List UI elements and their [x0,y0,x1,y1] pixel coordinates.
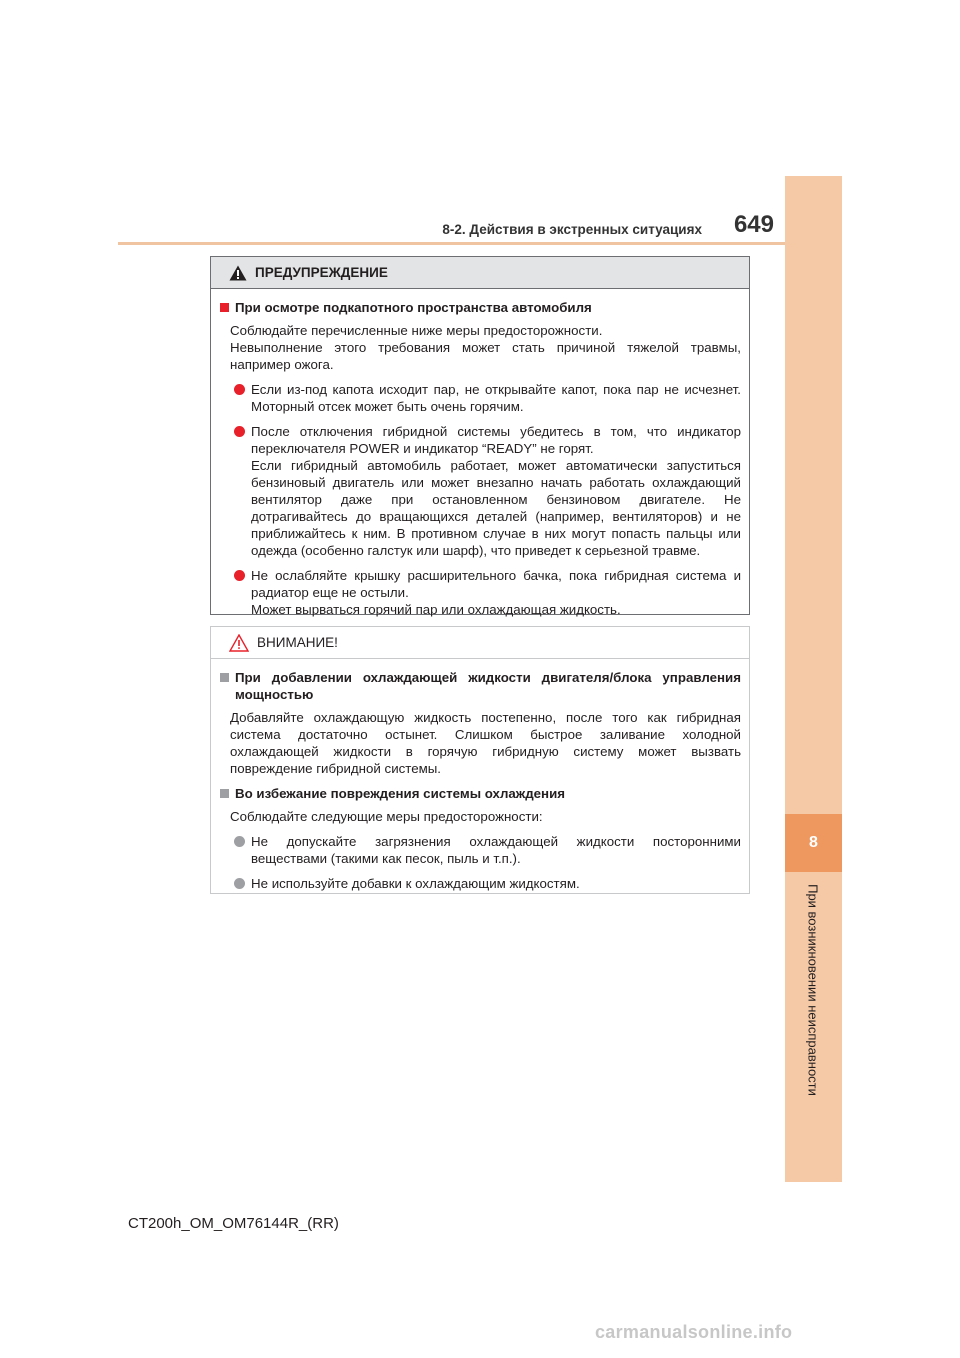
chapter-title: При возникновении неисправности [805,884,821,1096]
warning-intro: Соблюдайте перечисленные ниже меры предосторожности. Невыполнение этого требования может стать причиной тяжелой травмы, например ожога. [230,323,741,372]
caution-paragraph: Добавляйте охлаждающую жидкость постепенно, после того как гибридная система достаточно остынет. Слишком быстрое заливание холодной охлаждающей жидкости в горячую гибридную систему может вызвать повреждение гибридной системы. [230,710,741,776]
caution-triangle-icon [229,634,249,652]
square-bullet-icon [220,789,229,798]
warning-box [210,256,750,615]
caution-intro: Соблюдайте следующие меры предосторожности: [230,809,543,824]
document-code: CT200h_OM_OM76144R_(RR) [128,1215,339,1232]
warning-box-title: ПРЕДУПРЕЖДЕНИЕ [255,265,388,280]
caution-bullet: Не используйте добавки к охлаждающим жидкостям. [220,875,741,892]
site-watermark: carmanualsonline.info [595,1322,793,1342]
warning-bullet: Не ослабляйте крышку расширительного бачка, пока гибридная система и радиатор еще не остыли. Может вырваться горячий пар или охлаждающая жидкость. [220,567,741,618]
warning-triangle-icon [229,265,247,281]
square-bullet-icon [220,303,229,312]
circle-bullet-icon [234,426,245,437]
square-bullet-icon [220,673,229,682]
circle-bullet-icon [234,836,245,847]
caution-bullet: Не допускайте загрязнения охлаждающей жидкости посторонними веществами (такими как песок, пыль и т.п.). [220,833,741,867]
chapter-number: 8 [785,814,842,872]
caution-box-header [211,627,749,659]
warning-bullet: После отключения гибридной системы убедитесь в том, что индикатор переключателя POWER и индикатор “READY” не горят. Если гибридный автомобиль работает, может автоматически запуститься бензиновый двигатель или может внезапно начать работать охлаждающий вентилятор даже при остановленном бензиновом двигателе. Не дотрагивайтесь до вращающихся деталей (например, вентиляторов) и не приближайтесь к ним. В противном случае в них могут попасть пальцы или одежда (особенно галстук или шарф), что приведет к серьезной травме. [220,423,741,559]
header-rule [118,242,785,245]
section-title: 8-2. Действия в экстренных ситуациях [442,222,702,237]
page-number: 649 [733,211,774,238]
circle-bullet-icon [234,570,245,581]
warning-box-header [211,257,749,289]
warning-heading: При осмотре подкапотного пространства автомобиля [220,299,741,316]
circle-bullet-icon [234,384,245,395]
caution-heading: Во избежание повреждения системы охлаждения [220,785,741,802]
caution-box [210,626,750,894]
circle-bullet-icon [234,878,245,889]
warning-bullet: Если из-под капота исходит пар, не открывайте капот, пока пар не исчезнет. Моторный отсек может быть очень горячим. [220,381,741,415]
caution-heading: При добавлении охлаждающей жидкости двигателя/блока управления мощностью [220,669,741,703]
caution-box-title: ВНИМАНИЕ! [257,635,338,650]
